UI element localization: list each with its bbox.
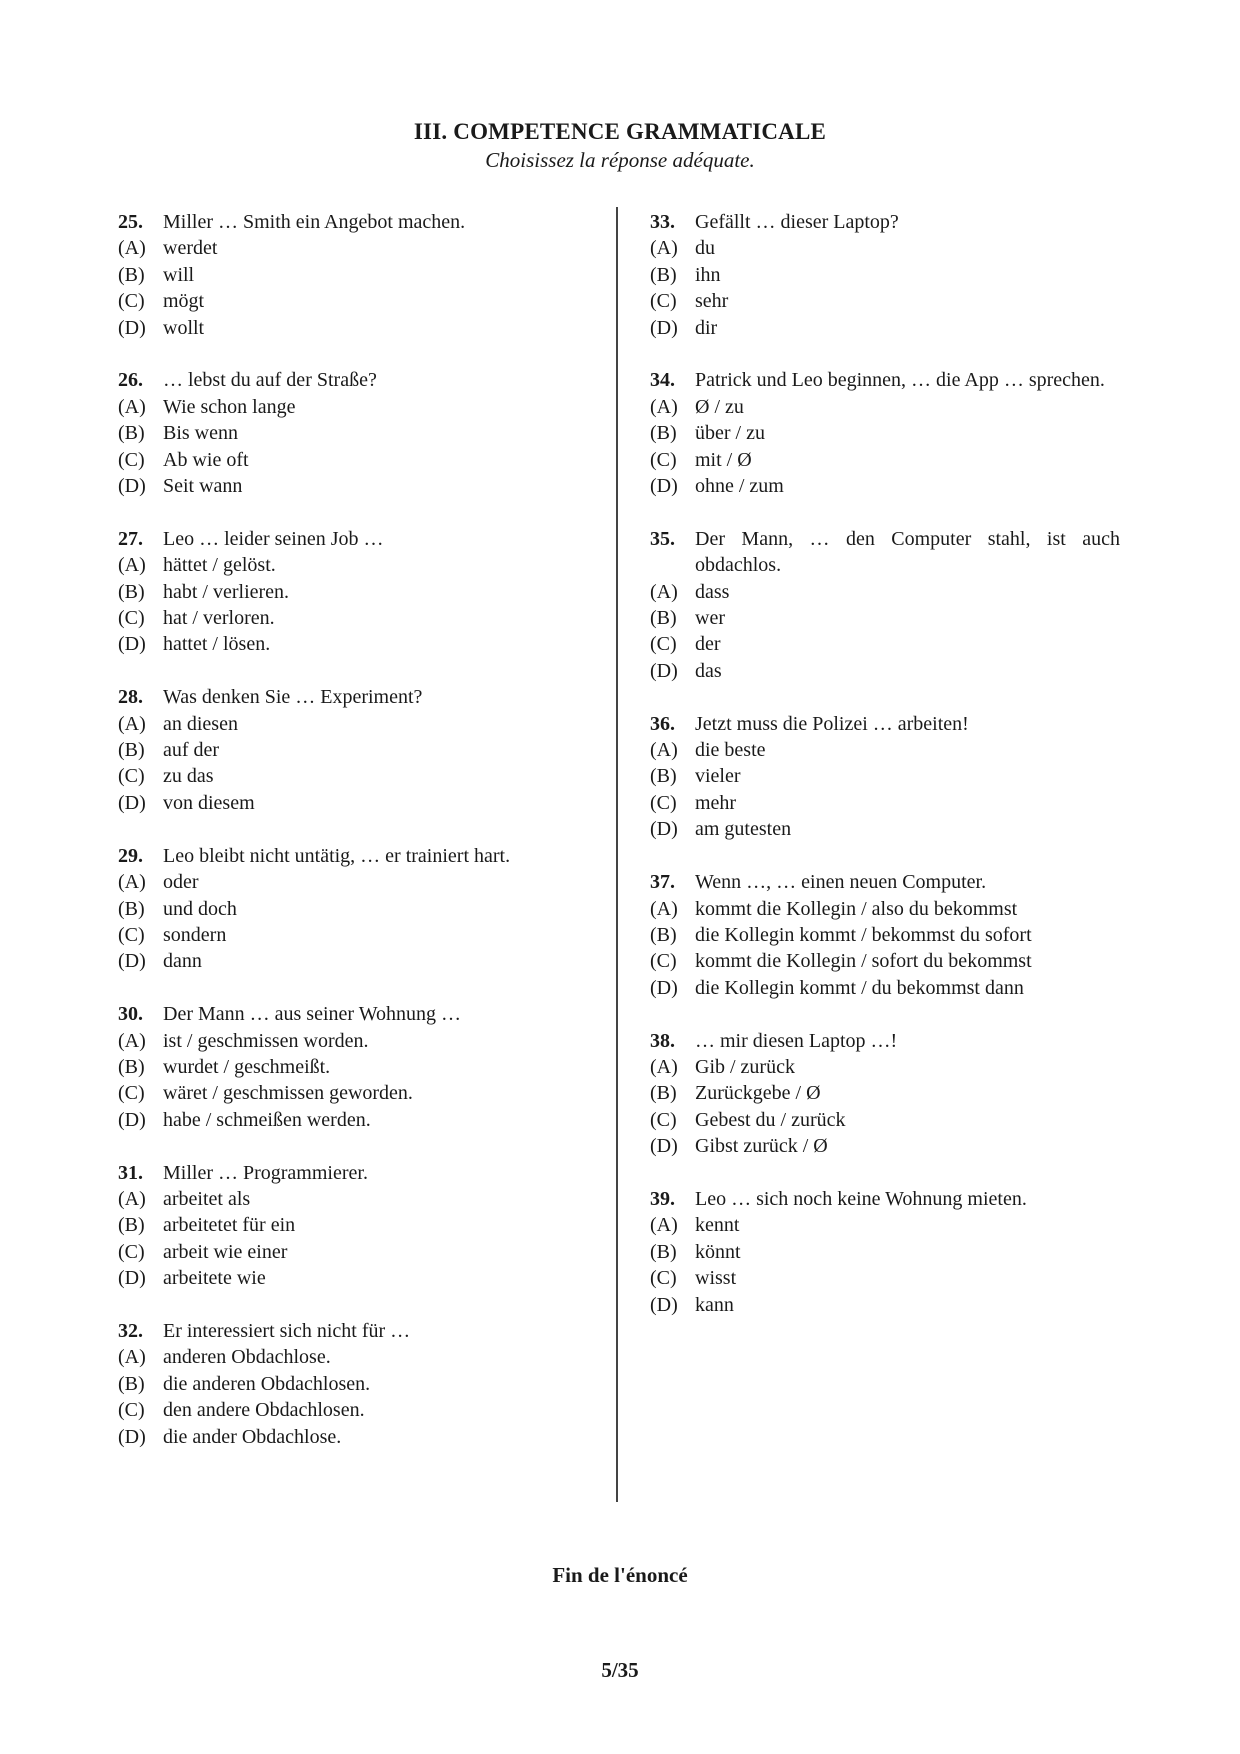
option-text: dass [695, 580, 730, 603]
option-text: arbeit wie einer [163, 1240, 288, 1263]
question-number: 27. [118, 527, 143, 550]
option-letter: (D) [118, 1267, 146, 1290]
question-number: 25. [118, 211, 143, 233]
option-letter: (D) [118, 1108, 146, 1131]
option-text: kommt die Kollegin / also du bekommst [695, 897, 1018, 920]
option-letter: (A) [118, 712, 146, 735]
answer-option[interactable] [118, 922, 598, 948]
option-text: wisst [695, 1267, 737, 1290]
option-letter: (D) [118, 950, 146, 973]
answer-option[interactable] [118, 1107, 598, 1133]
option-text: Gibst zurück / Ø [695, 1135, 828, 1158]
question-stem [650, 1186, 1120, 1212]
option-text: mit / Ø [695, 448, 752, 471]
option-text: Seit wann [163, 475, 243, 498]
question-26 [118, 367, 598, 499]
option-text: die ander Obdachlose. [163, 1425, 342, 1448]
option-text: wer [695, 607, 725, 630]
answer-option[interactable] [118, 631, 598, 657]
answer-option[interactable] [650, 631, 1120, 657]
question-number: 35. [650, 527, 675, 550]
option-text: ist / geschmissen worden. [163, 1029, 369, 1052]
option-text: auf der [163, 739, 220, 762]
option-text: arbeitete wie [163, 1267, 266, 1290]
option-text: die Kollegin kommt / bekommst du sofort [695, 923, 1032, 946]
option-text: der [695, 633, 721, 656]
answer-option[interactable] [118, 447, 598, 473]
option-text: wollt [163, 316, 205, 339]
option-letter: (A) [118, 554, 146, 577]
question-stem [118, 1160, 598, 1186]
question-stem [650, 526, 1120, 579]
question-39 [650, 1186, 1120, 1318]
option-letter: (A) [118, 1187, 146, 1210]
option-text: ihn [695, 263, 721, 286]
option-text: sehr [695, 290, 729, 313]
answer-option[interactable] [650, 737, 1120, 763]
question-number: 33. [650, 211, 675, 233]
question-stem [650, 367, 1120, 393]
option-text: dann [163, 950, 202, 973]
option-letter: (D) [118, 791, 146, 814]
column-divider [616, 207, 618, 1502]
answer-option[interactable] [650, 473, 1120, 499]
answer-option[interactable] [118, 1080, 598, 1106]
option-letter: (D) [650, 659, 678, 682]
answer-option[interactable] [650, 1239, 1120, 1265]
answer-option[interactable] [650, 1265, 1120, 1291]
answer-option[interactable] [650, 975, 1120, 1001]
question-stem [118, 843, 598, 869]
question-text: Patrick und Leo beginnen, … die App … sprechen. [695, 369, 1105, 392]
question-stem [650, 711, 1120, 737]
section-title: III. COMPETENCE GRAMMATICALE [413, 119, 827, 144]
question-text: Miller … Programmierer. [163, 1161, 368, 1184]
question-27 [118, 526, 598, 658]
answer-option[interactable] [118, 1344, 598, 1370]
answer-option[interactable] [118, 262, 598, 288]
option-letter: (B) [118, 1055, 145, 1078]
answer-option[interactable] [650, 420, 1120, 446]
option-text: du [695, 237, 715, 260]
answer-option[interactable] [650, 922, 1120, 948]
option-letter: (C) [118, 448, 145, 471]
option-text: Bis wenn [163, 422, 238, 445]
option-text: die beste [695, 739, 766, 762]
option-text: kennt [695, 1214, 740, 1237]
option-letter: (A) [650, 1055, 678, 1078]
option-letter: (B) [650, 422, 677, 445]
question-number: 29. [118, 844, 143, 867]
answer-option[interactable] [118, 1054, 598, 1080]
answer-option[interactable] [118, 737, 598, 763]
answer-option[interactable] [118, 473, 598, 499]
question-text: Er interessiert sich nicht für … [163, 1319, 411, 1342]
question-number: 38. [650, 1029, 675, 1052]
question-text: Gefällt … dieser Laptop? [695, 211, 899, 233]
answer-option[interactable] [118, 288, 598, 314]
question-text: Leo … leider seinen Job … [163, 527, 384, 550]
option-text: hättet / gelöst. [163, 554, 276, 577]
question-number: 39. [650, 1187, 675, 1210]
left-question-column [118, 209, 598, 1476]
option-letter: (B) [118, 1214, 145, 1237]
option-letter: (C) [650, 633, 677, 656]
option-text: den andere Obdachlosen. [163, 1399, 365, 1422]
answer-option[interactable] [118, 711, 598, 737]
answer-option[interactable] [118, 1424, 598, 1450]
question-text: … mir diesen Laptop …! [695, 1029, 898, 1052]
answer-option[interactable] [118, 763, 598, 789]
option-text: werdet [163, 237, 218, 260]
answer-option[interactable] [650, 394, 1120, 420]
option-letter: (B) [650, 1082, 677, 1105]
question-30 [118, 1001, 598, 1133]
option-letter: (D) [650, 818, 678, 841]
question-38 [650, 1028, 1120, 1160]
option-text: sondern [163, 923, 227, 946]
question-number: 34. [650, 369, 675, 392]
question-text: Miller … Smith ein Angebot machen. [163, 211, 466, 233]
question-34 [650, 367, 1120, 499]
option-letter: (C) [118, 1240, 145, 1263]
question-text: Was denken Sie … Experiment? [163, 686, 423, 709]
option-letter: (D) [650, 316, 678, 339]
option-text: arbeitet als [163, 1187, 251, 1210]
option-text: die Kollegin kommt / du bekommst dann [695, 976, 1024, 999]
answer-option[interactable] [118, 1371, 598, 1397]
option-letter: (D) [118, 633, 146, 656]
option-letter: (B) [650, 1240, 677, 1263]
option-letter: (B) [118, 897, 145, 920]
question-29 [118, 843, 598, 975]
question-stem [118, 1001, 598, 1027]
answer-option[interactable] [650, 1080, 1120, 1106]
question-stem [650, 869, 1120, 895]
question-stem [118, 367, 598, 393]
answer-option[interactable] [118, 552, 598, 578]
answer-option[interactable] [118, 605, 598, 631]
option-text: an diesen [163, 712, 238, 735]
answer-option[interactable] [650, 1133, 1120, 1159]
answer-option[interactable] [118, 1186, 598, 1212]
option-letter: (D) [118, 1425, 146, 1448]
option-letter: (B) [118, 1372, 145, 1395]
answer-option[interactable] [118, 1239, 598, 1265]
question-text: Der Mann, … den Computer stahl, ist auch obdachlos. [695, 527, 1120, 577]
option-letter: (C) [118, 607, 145, 630]
answer-option[interactable] [118, 948, 598, 974]
option-letter: (C) [118, 923, 145, 946]
option-letter: (D) [650, 976, 678, 999]
option-text: habe / schmeißen werden. [163, 1108, 371, 1131]
question-32 [118, 1318, 598, 1450]
option-letter: (B) [118, 739, 145, 762]
answer-option[interactable] [650, 763, 1120, 789]
option-text: von diesem [163, 791, 255, 814]
option-text: arbeitetet für ein [163, 1214, 296, 1237]
option-text: mehr [695, 791, 737, 814]
question-37 [650, 869, 1120, 1001]
option-text: wurdet / geschmeißt. [163, 1055, 331, 1078]
option-letter: (C) [118, 765, 145, 788]
answer-option[interactable] [650, 658, 1120, 684]
option-letter: (B) [118, 580, 145, 603]
option-text: habt / verlieren. [163, 580, 290, 603]
answer-option[interactable] [650, 447, 1120, 473]
option-text: dir [695, 316, 718, 339]
option-text: wäret / geschmissen geworden. [163, 1082, 413, 1105]
question-25 [118, 209, 598, 341]
answer-option[interactable] [650, 235, 1120, 261]
option-text: anderen Obdachlose. [163, 1346, 331, 1369]
option-letter: (A) [650, 395, 678, 418]
answer-option[interactable] [650, 1212, 1120, 1238]
option-text: am gutesten [695, 818, 792, 841]
question-number: 36. [650, 712, 675, 735]
option-text: Gib / zurück [695, 1055, 795, 1078]
question-stem [118, 526, 598, 552]
option-letter: (A) [650, 1214, 678, 1237]
question-31 [118, 1160, 598, 1292]
answer-option[interactable] [650, 1054, 1120, 1080]
option-text: kann [695, 1293, 734, 1316]
option-text: vieler [695, 765, 741, 788]
option-letter: (B) [650, 923, 677, 946]
option-text: Gebest du / zurück [695, 1108, 846, 1131]
option-text: über / zu [695, 422, 765, 445]
option-letter: (A) [650, 897, 678, 920]
option-letter: (D) [650, 475, 678, 498]
answer-option[interactable] [650, 262, 1120, 288]
option-letter: (C) [650, 1267, 677, 1290]
option-letter: (C) [650, 290, 677, 313]
question-stem [650, 1028, 1120, 1054]
answer-option[interactable] [118, 1028, 598, 1054]
answer-option[interactable] [118, 790, 598, 816]
question-number: 31. [118, 1161, 143, 1184]
option-letter: (C) [650, 950, 677, 973]
section-header [0, 118, 1240, 174]
answer-option[interactable] [650, 605, 1120, 631]
question-text: … lebst du auf der Straße? [163, 369, 377, 392]
answer-option[interactable] [650, 1292, 1120, 1318]
option-letter: (B) [650, 607, 677, 630]
option-text: Zurückgebe / Ø [695, 1082, 821, 1105]
question-28 [118, 684, 598, 816]
question-text: Wenn …, … einen neuen Computer. [695, 871, 987, 894]
section-instruction: Choisissez la réponse adéquate. [485, 148, 755, 172]
answer-option[interactable] [650, 790, 1120, 816]
option-letter: (C) [650, 1108, 677, 1131]
option-text: mögt [163, 290, 205, 313]
answer-option[interactable] [650, 579, 1120, 605]
option-text: oder [163, 871, 199, 894]
option-text: kommt die Kollegin / sofort du bekommst [695, 950, 1032, 973]
option-letter: (C) [118, 1082, 145, 1105]
page-number: 5/35 [601, 1658, 639, 1682]
option-text: könnt [695, 1240, 741, 1263]
answer-option[interactable] [650, 896, 1120, 922]
answer-option[interactable] [118, 579, 598, 605]
option-letter: (D) [118, 316, 146, 339]
option-letter: (C) [650, 791, 677, 814]
question-number: 26. [118, 369, 143, 392]
option-letter: (C) [118, 1399, 145, 1422]
question-36 [650, 711, 1120, 843]
option-letter: (C) [650, 448, 677, 471]
option-text: Ø / zu [695, 395, 744, 418]
end-of-statement: Fin de l'énoncé [552, 1563, 688, 1587]
option-text: das [695, 659, 722, 682]
option-text: hat / verloren. [163, 607, 275, 630]
option-letter: (A) [650, 580, 678, 603]
question-33 [650, 209, 1120, 341]
question-text: Jetzt muss die Polizei … arbeiten! [695, 712, 969, 735]
question-text: Leo … sich noch keine Wohnung mieten. [695, 1187, 1027, 1210]
question-number: 30. [118, 1003, 143, 1026]
option-letter: (A) [118, 871, 146, 894]
answer-option[interactable] [118, 1212, 598, 1238]
answer-option[interactable] [118, 315, 598, 341]
question-number: 37. [650, 871, 675, 894]
answer-option[interactable] [650, 315, 1120, 341]
option-letter: (B) [118, 263, 145, 286]
option-letter: (A) [118, 1029, 146, 1052]
option-text: hattet / lösen. [163, 633, 271, 656]
question-stem [650, 209, 1120, 235]
option-letter: (B) [650, 263, 677, 286]
option-letter: (D) [650, 1293, 678, 1316]
answer-option[interactable] [118, 896, 598, 922]
option-letter: (A) [650, 739, 678, 762]
answer-option[interactable] [118, 1265, 598, 1291]
option-letter: (A) [118, 237, 146, 260]
question-stem [118, 684, 598, 710]
option-letter: (A) [650, 237, 678, 260]
option-text: und doch [163, 897, 237, 920]
option-letter: (C) [118, 290, 145, 313]
question-text: Der Mann … aus seiner Wohnung … [163, 1003, 461, 1026]
question-stem [118, 209, 598, 235]
question-stem [118, 1318, 598, 1344]
option-text: will [163, 263, 195, 286]
answer-option[interactable] [650, 816, 1120, 842]
option-letter: (D) [650, 1135, 678, 1158]
option-letter: (B) [650, 765, 677, 788]
answer-option[interactable] [650, 288, 1120, 314]
option-letter: (B) [118, 422, 145, 445]
answer-option[interactable] [118, 235, 598, 261]
answer-option[interactable] [118, 394, 598, 420]
question-35 [650, 526, 1120, 684]
answer-option[interactable] [650, 1107, 1120, 1133]
answer-option[interactable] [118, 869, 598, 895]
option-text: ohne / zum [695, 475, 784, 498]
question-number: 28. [118, 686, 143, 709]
option-text: Ab wie oft [163, 448, 249, 471]
option-letter: (D) [118, 475, 146, 498]
question-number: 32. [118, 1319, 143, 1342]
option-text: Wie schon lange [163, 395, 296, 418]
option-text: zu das [163, 765, 214, 788]
right-question-column [650, 209, 1120, 1344]
answer-option[interactable] [118, 1397, 598, 1423]
answer-option[interactable] [118, 420, 598, 446]
question-text: Leo bleibt nicht untätig, … er trainiert hart. [163, 844, 511, 867]
option-text: die anderen Obdachlosen. [163, 1372, 371, 1395]
option-letter: (A) [118, 1346, 146, 1369]
option-letter: (A) [118, 395, 146, 418]
answer-option[interactable] [650, 948, 1120, 974]
